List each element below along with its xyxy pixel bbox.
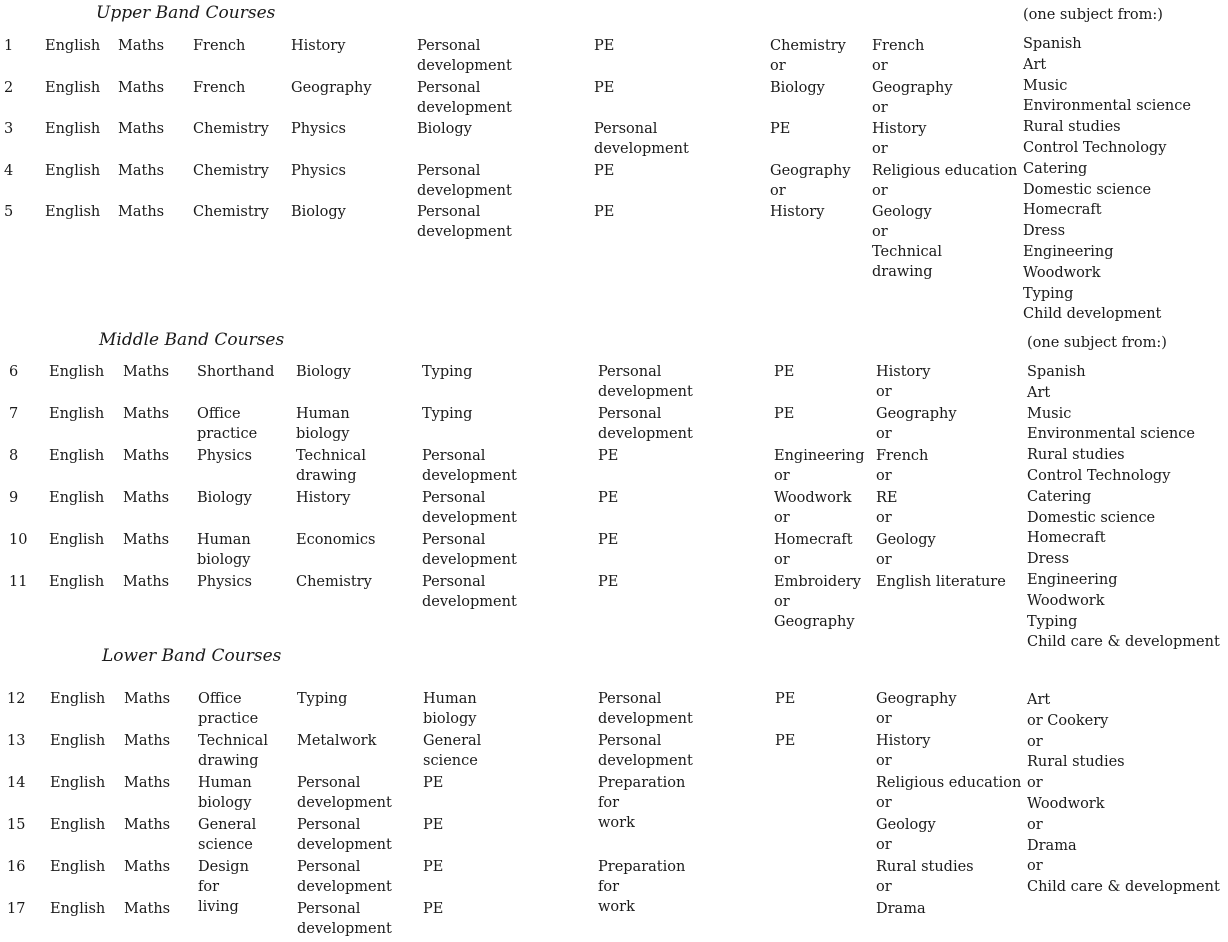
course-cell: PE: [775, 691, 796, 707]
course-cell: English: [45, 121, 101, 137]
course-cell: PE: [598, 574, 619, 590]
course-cell: Personal development: [417, 204, 512, 240]
course-cell: Typing: [422, 364, 473, 380]
course-cell: PE: [598, 532, 619, 548]
option-subject-lower: Art: [1027, 692, 1051, 708]
section-heading-upper: Upper Band Courses: [96, 3, 276, 23]
course-cell: Woodwork or: [774, 490, 852, 526]
course-cell: History: [770, 204, 825, 220]
option-subject-middle: Dress: [1027, 551, 1070, 568]
option-subject-middle: Control Technology: [1027, 468, 1171, 484]
course-cell: PE: [774, 406, 795, 422]
section-note-upper: (one subject from:): [1023, 7, 1163, 23]
option-subject-upper: Child development: [1023, 306, 1162, 323]
course-cell: Personal development: [422, 490, 517, 526]
course-number: 14: [7, 775, 26, 791]
course-number: 11: [9, 574, 28, 590]
course-cell: PE: [594, 38, 615, 54]
option-subject-middle: Woodwork: [1027, 592, 1105, 609]
course-cell: Personal development: [417, 79, 512, 116]
option-subject-middle: Rural studies: [1027, 447, 1125, 464]
course-cell: Maths: [118, 204, 165, 220]
option-subject-upper: Rural studies: [1023, 119, 1121, 136]
option-subject-upper: Woodwork: [1023, 264, 1101, 281]
course-cell: French: [193, 79, 246, 96]
course-cell: English: [50, 733, 106, 749]
course-cell: Biology: [197, 490, 252, 506]
course-cell: Personal development: [417, 38, 512, 74]
course-number: 16: [7, 859, 26, 875]
course-cell: Maths: [124, 817, 171, 833]
course-cell: Personal development: [297, 859, 392, 895]
course-cell: Maths: [118, 79, 165, 96]
option-subject-upper: Homecraft: [1023, 202, 1102, 219]
course-cell: Office practice: [198, 691, 259, 727]
course-cell: Maths: [123, 532, 170, 548]
course-cell: English: [45, 162, 101, 179]
course-cell: Embroidery or Geography: [774, 574, 861, 630]
course-number: 2: [4, 79, 14, 96]
option-subject-lower: Drama: [1027, 837, 1077, 854]
course-number: 6: [9, 364, 19, 380]
option-subject-upper: Catering: [1023, 160, 1088, 177]
course-cell: English: [50, 775, 106, 791]
option-subject-lower: or: [1027, 816, 1043, 833]
course-cell: French or: [876, 448, 929, 484]
course-cell: History or: [876, 733, 931, 769]
option-subject-lower: Woodwork: [1027, 796, 1105, 812]
course-cell: Economics: [296, 532, 376, 548]
course-number: 8: [9, 448, 19, 464]
course-cell: Physics: [291, 121, 346, 137]
course-cell: Personal development: [598, 691, 693, 727]
course-cell: English: [50, 817, 106, 833]
course-cell: Maths: [123, 364, 170, 380]
course-cell: English: [49, 574, 105, 590]
course-cell: Homecraft or: [774, 532, 853, 568]
course-cell: French or: [872, 38, 925, 74]
course-number: 1: [4, 38, 14, 54]
option-subject-upper: Environmental science: [1023, 98, 1191, 115]
course-number: 9: [9, 490, 19, 506]
option-subject-upper: Spanish: [1023, 36, 1082, 52]
course-cell: Maths: [123, 574, 170, 590]
section-note-middle: (one subject from:): [1027, 335, 1167, 351]
option-subject-middle: Art: [1027, 384, 1051, 401]
course-cell: Physics: [291, 162, 346, 179]
course-number: 4: [4, 162, 14, 179]
course-cell: PE: [775, 733, 796, 749]
course-number: 15: [7, 817, 26, 833]
course-cell: English literature: [876, 574, 1006, 590]
course-cell: Personal development: [417, 162, 512, 199]
course-cell: Shorthand: [197, 364, 275, 380]
option-subject-upper: Control Technology: [1023, 140, 1167, 156]
course-number: 12: [7, 691, 26, 707]
course-cell: English: [45, 204, 101, 220]
course-cell: English: [50, 859, 106, 875]
course-cell: Human biology: [423, 691, 477, 727]
course-cell: English: [50, 691, 106, 707]
course-cell: Maths: [123, 490, 170, 506]
course-cell: Typing: [297, 691, 348, 707]
option-subject-middle: Catering: [1027, 488, 1092, 505]
course-cell: PE: [770, 121, 791, 137]
course-cell: RE or: [876, 490, 898, 526]
course-cell: Geography or: [872, 79, 953, 116]
option-subject-middle: Environmental science: [1027, 426, 1195, 443]
course-cell: History: [296, 490, 351, 506]
option-subject-middle: Spanish: [1027, 364, 1086, 380]
course-cell: Geology or: [876, 532, 936, 568]
course-cell: English: [45, 38, 101, 54]
course-cell: Maths: [124, 691, 171, 707]
course-cell: History or: [872, 121, 927, 157]
option-subject-upper: Music: [1023, 77, 1068, 94]
option-subject-lower: Child care & development: [1027, 879, 1220, 896]
course-number: 17: [7, 901, 26, 917]
option-subject-upper: Engineering: [1023, 244, 1114, 260]
course-cell: PE: [423, 817, 444, 833]
course-cell: Religious education or: [872, 162, 1018, 199]
course-cell: Geology or: [876, 817, 936, 853]
course-cell: PE: [594, 162, 615, 179]
course-cell: Geology or Technical drawing: [872, 204, 942, 280]
section-heading-lower: Lower Band Courses: [102, 646, 282, 666]
section-heading-middle: Middle Band Courses: [99, 330, 285, 350]
course-cell: Human biology: [296, 406, 350, 442]
course-cell: Personal development: [598, 364, 693, 400]
course-cell: Chemistry: [193, 121, 269, 137]
option-subject-lower: or: [1027, 733, 1043, 750]
option-subject-upper: Typing: [1023, 285, 1074, 302]
course-cell: History or: [876, 364, 931, 400]
course-cell: Drama: [876, 901, 926, 917]
course-cell: Maths: [124, 733, 171, 749]
course-cell: Human biology: [198, 775, 252, 811]
course-cell: Geography: [291, 79, 372, 96]
course-cell: PE: [423, 901, 444, 917]
course-cell: Technical drawing: [296, 448, 366, 484]
option-subject-middle: Domestic science: [1027, 509, 1156, 526]
course-cell: General science: [198, 817, 257, 853]
option-subject-middle: Engineering: [1027, 572, 1118, 588]
course-number: 10: [9, 532, 28, 548]
course-cell: Maths: [118, 162, 165, 179]
option-subject-lower: Rural studies: [1027, 754, 1125, 771]
course-cell: English: [49, 448, 105, 464]
course-cell: French: [193, 38, 246, 54]
course-cell: PE: [423, 775, 444, 791]
course-cell: English: [50, 901, 106, 917]
course-cell: PE: [594, 204, 615, 220]
option-subject-upper: Art: [1023, 56, 1047, 73]
option-subject-lower: or Cookery: [1027, 712, 1109, 729]
course-cell: Personal development: [297, 901, 392, 937]
course-cell: Personal development: [598, 733, 693, 769]
course-cell: Biology: [417, 121, 472, 137]
course-number: 7: [9, 406, 19, 422]
course-cell: Religious education or: [876, 775, 1022, 811]
course-cell: Maths: [124, 901, 171, 917]
option-subject-lower: or: [1027, 858, 1043, 875]
course-cell: Rural studies or: [876, 859, 974, 895]
course-cell: PE: [423, 859, 444, 875]
course-cell: Biology: [770, 79, 825, 96]
course-cell: Physics: [197, 448, 252, 464]
course-cell: Personal development: [422, 532, 517, 568]
option-subject-middle: Child care & development: [1027, 634, 1220, 651]
course-cell: English: [49, 406, 105, 422]
course-cell: Metalwork: [297, 733, 377, 749]
course-cell: English: [45, 79, 101, 96]
course-cell: Chemistry or: [770, 38, 846, 74]
course-cell: Biology: [296, 364, 351, 380]
course-cell: Maths: [118, 38, 165, 54]
course-cell: Design for living: [198, 859, 249, 915]
course-cell: Geography or: [770, 162, 851, 199]
course-cell: Maths: [123, 406, 170, 422]
course-cell: Technical drawing: [198, 733, 268, 769]
course-cell: English: [49, 490, 105, 506]
course-cell: Personal development: [422, 574, 517, 610]
option-subject-middle: Typing: [1027, 613, 1078, 630]
course-cell: Personal development: [297, 817, 392, 853]
course-cell: Chemistry: [296, 574, 372, 590]
course-number: 3: [4, 121, 14, 137]
course-cell: Personal development: [598, 406, 693, 442]
option-subject-middle: Homecraft: [1027, 530, 1106, 547]
course-cell: Maths: [124, 859, 171, 875]
course-cell: Physics: [197, 574, 252, 590]
course-cell: General science: [423, 733, 482, 769]
course-cell: Biology: [291, 204, 346, 220]
course-cell: Chemistry: [193, 204, 269, 220]
course-cell: PE: [598, 448, 619, 464]
option-subject-lower: or: [1027, 775, 1043, 792]
course-cell: English: [49, 532, 105, 548]
course-cell: PE: [598, 490, 619, 506]
course-cell: Preparation for work: [598, 859, 686, 915]
course-cell: Personal development: [594, 121, 689, 157]
option-subject-upper: Dress: [1023, 223, 1066, 240]
course-cell: Chemistry: [193, 162, 269, 179]
course-cell: Office practice: [197, 406, 258, 442]
course-cell: Maths: [124, 775, 171, 791]
course-cell: Personal development: [422, 448, 517, 484]
course-cell: History: [291, 38, 346, 54]
course-cell: Geography or: [876, 691, 957, 727]
course-cell: Maths: [123, 448, 170, 464]
course-cell: English: [49, 364, 105, 380]
course-cell: Preparation for work: [598, 775, 686, 831]
course-cell: Typing: [422, 406, 473, 422]
option-subject-upper: Domestic science: [1023, 181, 1152, 198]
course-cell: Personal development: [297, 775, 392, 811]
course-number: 13: [7, 733, 26, 749]
course-cell: PE: [594, 79, 615, 96]
course-number: 5: [4, 204, 14, 220]
course-cell: Human biology: [197, 532, 251, 568]
course-cell: Engineering or: [774, 448, 865, 484]
option-subject-middle: Music: [1027, 405, 1072, 422]
course-cell: PE: [774, 364, 795, 380]
course-cell: Geography or: [876, 406, 957, 442]
course-cell: Maths: [118, 121, 165, 137]
